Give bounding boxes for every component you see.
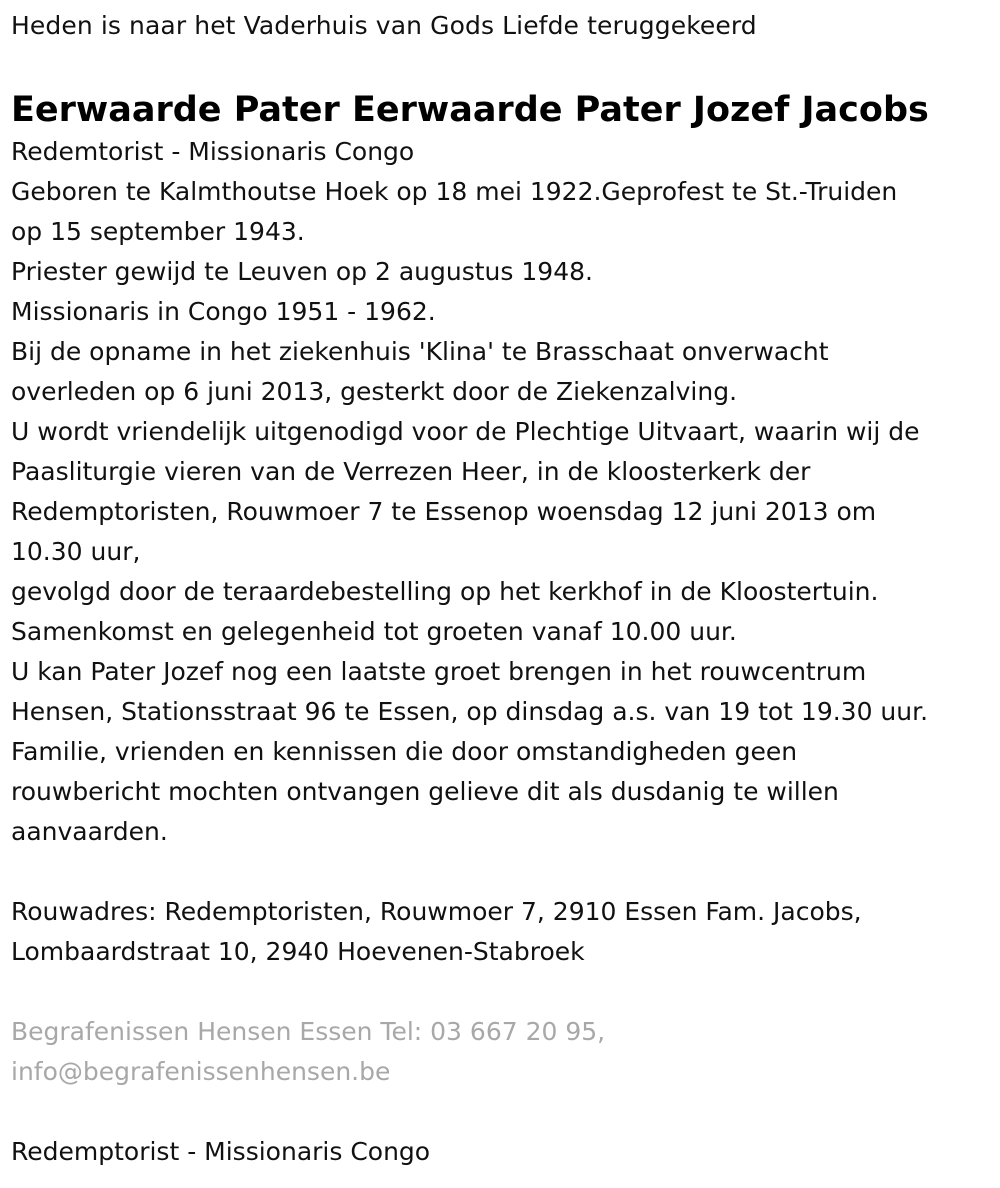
body-line: Samenkomst en gelegenheid tot groeten vanaf 10.00 uur. [11,617,737,646]
spacer [11,972,988,1012]
deceased-name: Eerwaarde Pater Eerwaarde Pater Jozef Jacobs [11,90,929,130]
body-line: Bij de opname in het ziekenhuis 'Klina' te Brasschaat onverwacht [11,337,829,366]
intro-text: Heden is naar het Vaderhuis van Gods Liefde teruggekeerd [11,11,757,40]
footer-text: Redemptorist - Missionaris Congo [11,1137,431,1166]
body-line: U wordt vriendelijk uitgenodigd voor de Plechtige Uitvaart, waarin wij de [11,417,920,446]
body-line: overleden op 6 juni 2013, gesterkt door de Ziekenzalving. [11,377,738,406]
body-line: U kan Pater Jozef nog een laatste groet brengen in het rouwcentrum [11,657,867,686]
body-line: Redemtorist - Missionaris Congo [11,137,415,166]
funeral-home-phone: Begrafenissen Hensen Essen Tel: 03 667 20 95, [11,1017,606,1046]
spacer [11,852,988,892]
spacer [11,1092,988,1132]
body-line: Familie, vrienden en kennissen die door omstandigheden geen [11,737,798,766]
address-line: Lombaardstraat 10, 2940 Hoevenen-Stabroek [11,937,585,966]
body-line: op 15 september 1943. [11,217,305,246]
body-line: gevolgd door de teraardebestelling op het kerkhof in de Kloostertuin. [11,577,879,606]
body-line: 10.30 uur, [11,537,141,566]
notice-body [11,132,988,852]
body-line: Geboren te Kalmthoutse Hoek op 18 mei 1922.Geprofest te St.-Truiden [11,177,898,206]
body-line: Paasliturgie vieren van de Verrezen Heer, in de kloosterkerk der [11,457,811,486]
mourning-address [11,892,988,972]
body-line: Redemptoristen, Rouwmoer 7 te Essenop woensdag 12 juni 2013 om [11,497,877,526]
funeral-home-info [11,1012,988,1092]
funeral-home-email: info@begrafenissenhensen.be [11,1057,391,1086]
body-line: aanvaarden. [11,817,168,846]
body-line: Missionaris in Congo 1951 - 1962. [11,297,436,326]
body-line: Priester gewijd te Leuven op 2 augustus 1948. [11,257,593,286]
body-line: rouwbericht mochten ontvangen gelieve dit als dusdanig te willen [11,777,839,806]
body-line: Hensen, Stationsstraat 96 te Essen, op dinsdag a.s. van 19 tot 19.30 uur. [11,697,929,726]
address-line: Rouwadres: Redemptoristen, Rouwmoer 7, 2910 Essen Fam. Jacobs, [11,897,862,926]
